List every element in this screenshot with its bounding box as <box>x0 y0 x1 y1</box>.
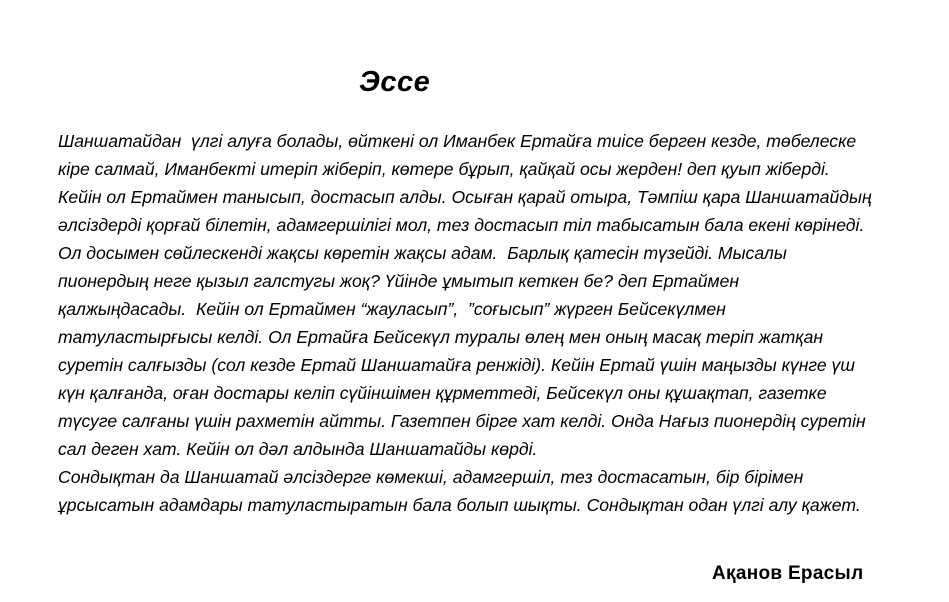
essay-title: Эссе <box>359 66 431 98</box>
essay-line: ұрсысатын адамдары татуластыратын бала болып шықты. Сондықтан одан үлгі алу қажет. <box>58 495 861 515</box>
essay-line: түсуге салғаны үшін рахметін айтты. Газетпен бірге хат келді. Онда Нағыз пионердің суретін <box>58 411 866 431</box>
author-signature: Ақанов Ерасыл <box>712 563 864 584</box>
essay-line: Кейін ол Ертаймен танысып, достасып алды. Осыған қарай отыра, Тәмпіш қара Шаншатайдың <box>58 187 872 207</box>
essay-line: әлсіздерді қорғай білетін, адамгершілігі мол, тез достасып тіл табысатын бала екені көрінеді. <box>58 215 865 235</box>
essay-line: сал деген хат. Кейін ол дәл алдында Шаншатайды көрді. <box>58 439 538 459</box>
essay-line: пионердың неге қызыл галстугы жоқ? Үйінде ұмытып кеткен бе? деп Ертаймен <box>58 271 740 291</box>
essay-line: күн қалғанда, оған достары келіп сүйіншімен құрметтеді, Бейсекүл оны құшақтап, газетке <box>58 383 827 403</box>
essay-line: қалжыңдасады. Кейін ол Ертаймен “жауласып”, ”соғысып” жүрген Бейсекүлмен <box>58 299 726 319</box>
essay-line: Сондықтан да Шаншатай әлсіздерге көмекші, адамгершіл, тез достасатын, бір бірімен <box>58 467 804 487</box>
essay-line: суретін салғызды (сол кезде Ертай Шаншатайға ренжіді). Кейін Ертай үшін маңызды күнге үш <box>58 355 855 375</box>
essay-line: татуластырғысы келді. Ол Ертайға Бейсекүл туралы өлең мен оның масақ теріп жатқан <box>58 327 824 347</box>
essay-line: кіре салмай, Иманбекті итеріп жіберіп, көтере бұрып, қайқай осы жерден! деп қуып жіберді. <box>58 159 830 179</box>
essay-body <box>58 127 938 519</box>
essay-line: Ол досымен сөйлескенді жақсы көретін жақсы адам. Барлық қатесін түзейді. Мысалы <box>58 243 787 263</box>
essay-line: Шаншатайдан үлгі алуға болады, өйткені ол Иманбек Ертайға тиісе берген кезде, төбелеске <box>58 131 857 151</box>
